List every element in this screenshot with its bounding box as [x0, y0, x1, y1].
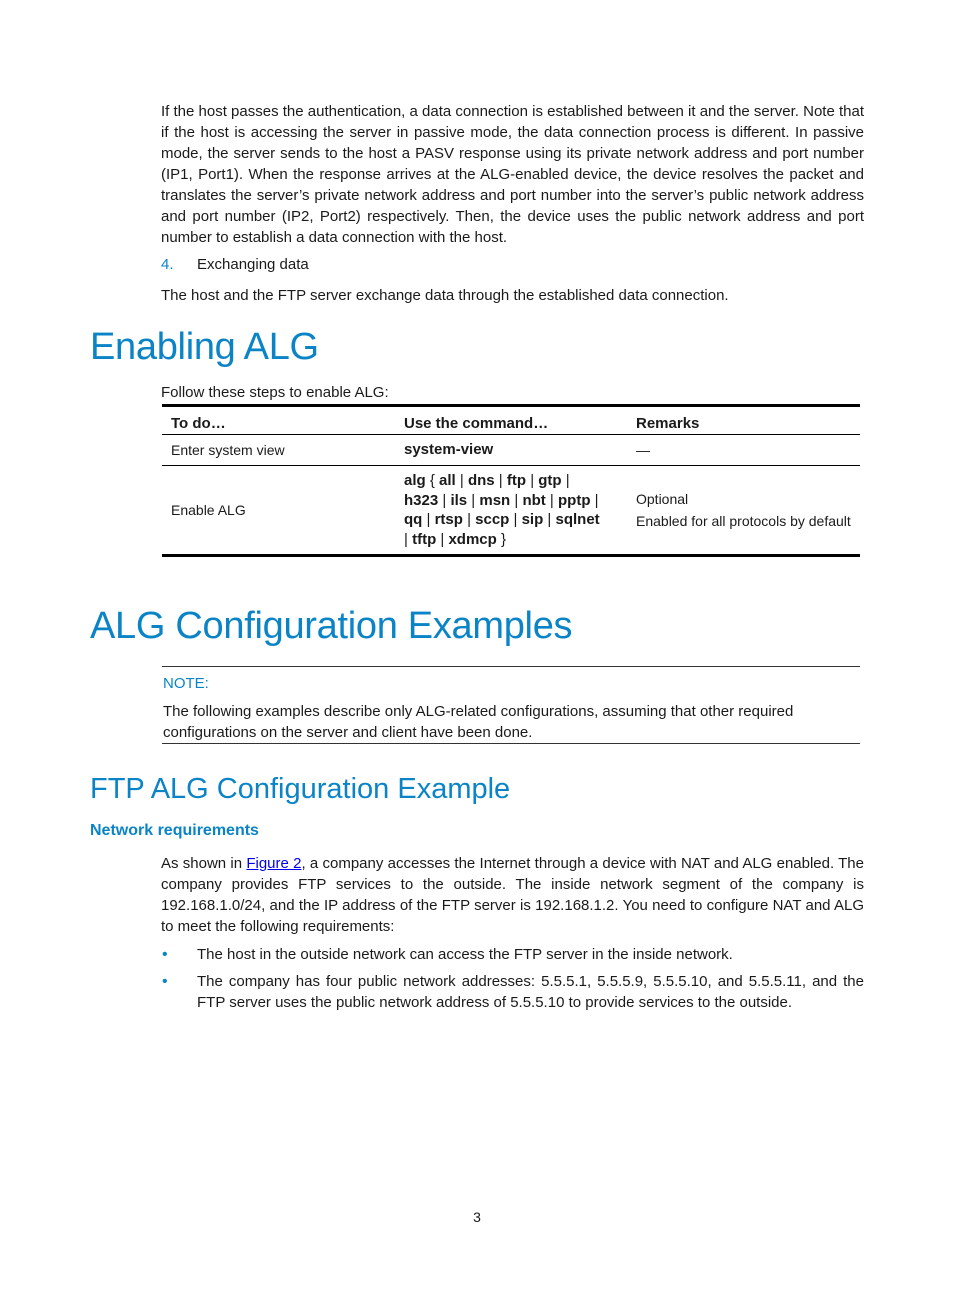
figure-2-link[interactable]: Figure 2 [246, 855, 302, 872]
heading-ftp-alg-example: FTP ALG Configuration Example [90, 773, 511, 805]
step-label: Exchanging data [197, 256, 309, 273]
cmd-tftp: tftp [412, 530, 437, 548]
steps-intro: Follow these steps to enable ALG: [161, 384, 389, 401]
cmd-sccp: sccp [475, 511, 510, 528]
column-header-remarks: Remarks [627, 406, 860, 435]
cmd-ils: ils [450, 491, 468, 509]
cell-todo: Enter system view [162, 435, 395, 466]
heading-network-requirements: Network requirements [90, 822, 259, 839]
bullet-dot-icon: • [162, 973, 168, 990]
steps-table [162, 404, 860, 557]
command-keyword: system-view [404, 441, 494, 459]
cell-remarks [627, 466, 860, 556]
cmd-nbt: nbt [522, 491, 546, 509]
cmd-xdmcp: xdmcp [448, 530, 497, 548]
cmd-msn: msn [479, 491, 511, 509]
intro-paragraph: If the host passes the authentication, a data connection is established between it and the server. Note that if the host is accessing the server in passive mode, the data connection process is different. In passive mode, the server sends to the host a PASV response using its private network address and port number (IP1, Port1). When the response arrives at the ALG-enabled device, the device resolves the packet and translates the server’s private network address and port number into the server’s public network address and port number (IP2, Port2) respectively. Then, the device uses the public network address and port number to establish a data connection with the host. [161, 103, 864, 246]
cmd-all: all [439, 472, 456, 489]
table-header-row [162, 406, 860, 435]
cell-command [395, 435, 627, 466]
cell-todo: Enable ALG [162, 466, 395, 556]
cmd-qq: qq [404, 511, 423, 528]
step-number: 4. [161, 256, 174, 273]
cell-command [395, 466, 627, 556]
step-paragraph: The host and the FTP server exchange data through the established data connection. [161, 287, 729, 304]
remarks-default: Enabled for all protocols by default [636, 513, 851, 529]
bullet-item: The company has four public network addresses: 5.5.5.1, 5.5.5.9, 5.5.5.10, and 5.5.5.11, and the FTP server uses the public network address of 5.5.5.10 to provide services to the outside. [197, 973, 864, 1011]
cmd-gtp: gtp [538, 472, 562, 489]
bullet-dot-icon: • [162, 946, 168, 963]
column-header-todo: To do… [162, 406, 395, 435]
remarks-optional: Optional [636, 491, 689, 507]
column-header-command: Use the command… [395, 406, 627, 435]
cmd-alg: alg [404, 472, 426, 489]
note-top-rule [162, 666, 860, 667]
cmd-sqlnet: sqlnet [555, 511, 600, 528]
page-number: 3 [473, 1209, 481, 1225]
bullet-item: The host in the outside network can access the FTP server in the inside network. [197, 946, 733, 963]
cmd-ftp: ftp [506, 472, 527, 489]
para-suffix: , a company accesses the Internet through a device with NAT and ALG enabled. The company provides FTP services to the outside. The inside network segment of the company is 192.168.1.0/24, and the IP address of the FTP server is 192.168.1.2. You need to configure NAT and ALG to meet the following requirements: [161, 855, 864, 935]
note-label: NOTE: [163, 675, 209, 692]
heading-enabling-alg: Enabling ALG [90, 326, 319, 368]
network-requirements-paragraph [161, 853, 864, 937]
cmd-dns: dns [467, 472, 495, 489]
table-row [162, 435, 860, 466]
cmd-h323: h323 [404, 491, 439, 509]
para-prefix: As shown in [161, 855, 247, 872]
heading-alg-configuration-examples: ALG Configuration Examples [90, 605, 573, 647]
command-syntax: alg { all | dns | ftp | gtp | h323 | ils | msn | nbt | pptp | qq | rtsp | sccp | sip | sqlnet | tftp | xdmcp } [404, 472, 600, 548]
cmd-rtsp: rtsp [434, 511, 463, 528]
note-text: The following examples describe only ALG-related configurations, assuming that other required configurations on the server and client have been done. [163, 703, 794, 741]
table-row [162, 466, 860, 556]
cmd-pptp: pptp [558, 491, 591, 509]
cell-remarks: — [627, 435, 860, 466]
note-bottom-rule [162, 743, 860, 744]
cmd-sip: sip [521, 511, 544, 528]
